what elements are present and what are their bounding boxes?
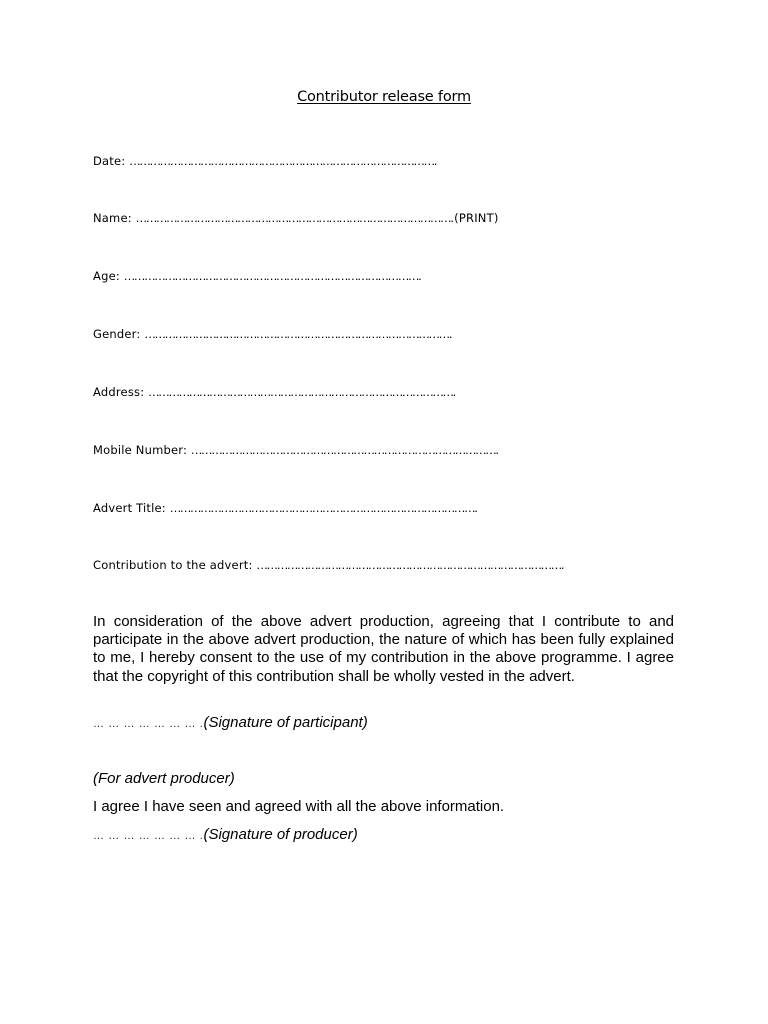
mobile-number-label: Mobile Number: xyxy=(93,443,191,457)
advert-title-suffix: . xyxy=(474,501,479,515)
age-field xyxy=(93,269,422,283)
mobile-number-suffix: . xyxy=(495,443,500,457)
contribution-blank: ……………………………………………………………………………… xyxy=(256,558,561,572)
participant-signature-line xyxy=(93,714,368,731)
producer-agreement: I agree I have seen and agreed with all the above information. xyxy=(93,798,505,815)
consent-paragraph: In consideration of the above advert production, agreeing that I contribute to and participate in the above advert production, the nature of which has been fully explained to me, I hereby consent to the use of my contribution in the above programme. I agree that the copyright of this contribution shall be wholly vested in the advert. xyxy=(93,613,674,685)
date-label: Date: xyxy=(93,154,130,168)
participant-signature-label: (Signature of participant) xyxy=(203,714,368,731)
contribution-suffix: . xyxy=(560,558,565,572)
date-suffix: . xyxy=(433,154,438,168)
gender-blank: ……………………………………………………………………………… xyxy=(144,327,449,341)
advert-title-field xyxy=(93,501,478,515)
contribution-field xyxy=(93,558,565,572)
producer-signature-label: (Signature of producer) xyxy=(203,826,358,843)
address-blank: ……………………………………………………………………………… xyxy=(148,385,453,399)
contribution-label: Contribution to the advert: xyxy=(93,558,257,572)
form-title: Contributor release form xyxy=(297,89,471,105)
producer-signature-line xyxy=(93,826,358,843)
gender-label: Gender: xyxy=(93,327,145,341)
age-blank: …………………………………………………………………………… xyxy=(123,269,419,283)
name-blank: ………………………………………………………………………………… xyxy=(135,211,451,225)
age-label: Age: xyxy=(93,269,124,283)
address-label: Address: xyxy=(93,385,149,399)
address-suffix: . xyxy=(452,385,457,399)
mobile-number-blank: ……………………………………………………………………………… xyxy=(190,443,496,457)
date-blank: ……………………………………………………………………………… xyxy=(129,154,434,168)
producer-heading: (For advert producer) xyxy=(93,770,235,787)
date-field xyxy=(93,154,438,168)
advert-title-blank: ……………………………………………………………………………… xyxy=(169,501,475,515)
address-field xyxy=(93,385,457,399)
mobile-number-field xyxy=(93,443,499,457)
producer-signature-blank: … … … … … … … . xyxy=(93,830,204,842)
gender-suffix: . xyxy=(448,327,453,341)
gender-field xyxy=(93,327,453,341)
advert-title-label: Advert Title: xyxy=(93,501,170,515)
participant-signature-blank: … … … … … … … . xyxy=(93,718,204,730)
name-field xyxy=(93,211,499,225)
name-suffix: .(PRINT) xyxy=(450,211,499,225)
age-suffix: . xyxy=(418,269,422,283)
name-label: Name: xyxy=(93,211,136,225)
